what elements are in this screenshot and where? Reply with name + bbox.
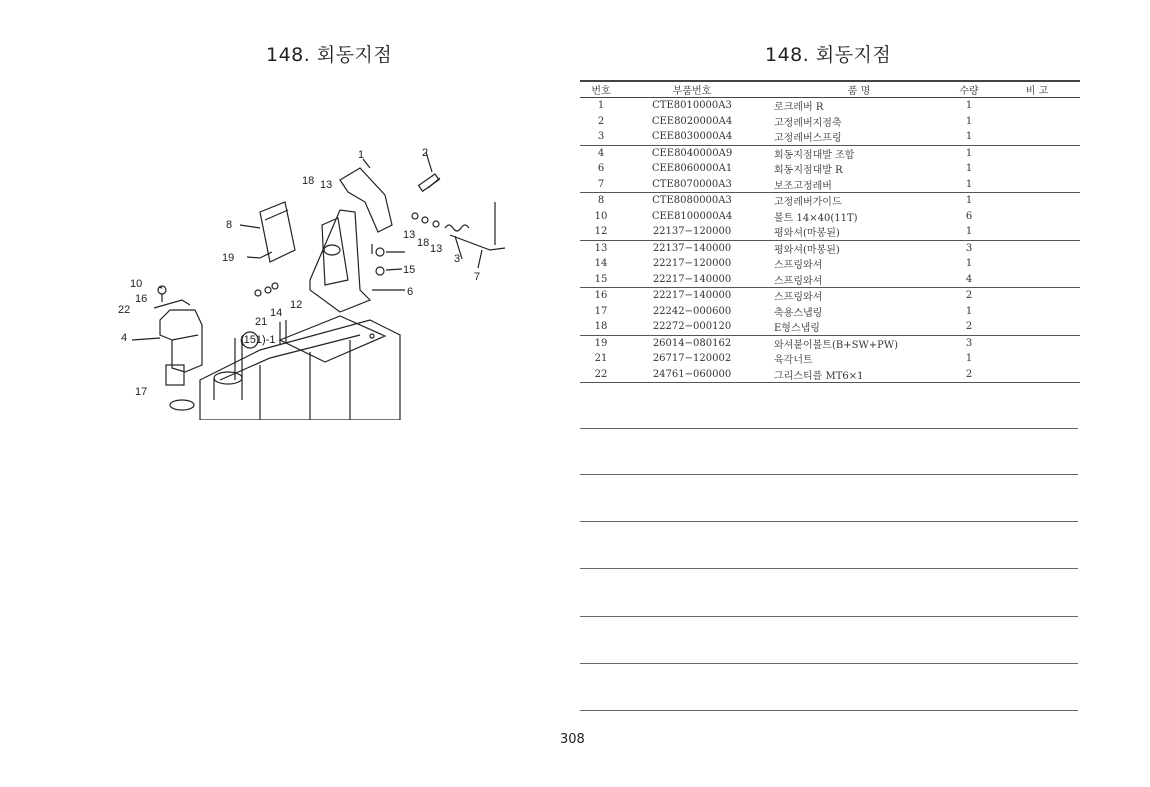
callout-18: 18 [417,237,430,249]
cell-part-no: 22137−120000 [652,226,732,238]
blank-line [580,616,1078,617]
cell-part-no: 22242−000600 [652,305,732,317]
cell-note [994,98,1080,114]
callout-6: 6 [407,286,414,298]
cell-part-no: 22217−140000 [622,288,762,304]
cell-no: 12 [594,226,608,238]
right-page-title: 148. 회동지점 [765,44,892,66]
blank-line [580,710,1078,711]
cell-part-no: CTE8080000A3 [622,193,762,209]
cell-qty: 3 [944,335,994,351]
cell-note [994,193,1080,209]
cell-note [994,272,1080,288]
blank-line [580,663,1078,664]
table-row [580,145,1080,161]
cell-qty: 6 [965,210,973,222]
table-row [580,335,1080,351]
cell-note [994,288,1080,304]
parts-list-table [580,80,1080,383]
callout-13: 13 [403,229,416,241]
table-row [580,367,1080,383]
cell-name: 평와셔(마봉된) [762,240,944,256]
cell-note [994,351,1080,367]
table-header-row [580,81,1080,98]
cell-part-no: 24761−060000 [622,367,762,383]
cell-part-no: 22137−140000 [622,240,762,256]
table-row [580,193,1080,209]
cell-note [994,209,1080,225]
cell-name: 와셔붙이볼트(B+SW+PW) [762,335,944,351]
cell-no: 15 [594,273,608,285]
cell-name: 축용스냅링 [774,307,823,319]
callout-8: 8 [226,219,233,231]
cell-note [994,319,1080,335]
exploded-parts-diagram [110,140,510,420]
cell-qty: 1 [965,100,973,112]
cell-qty: 1 [965,353,973,365]
cell-part-no: 22217−140000 [652,273,732,285]
cell-note [994,114,1080,130]
table-row [580,224,1080,240]
callout-13: 13 [320,179,333,191]
cell-part-no: 22217−120000 [652,258,732,270]
cell-no: 8 [580,193,622,209]
cell-no: 21 [594,353,608,365]
cell-part-no: CEE8060000A1 [651,163,733,175]
callout-7: 7 [474,271,481,283]
cell-part-no: CEE8030000A4 [651,131,733,143]
table-row [580,161,1080,177]
cell-note [994,177,1080,193]
cell-no: 7 [597,178,605,190]
callout-14: 14 [270,307,283,319]
callout-21: 21 [255,316,268,328]
callout-12: 12 [290,299,303,311]
cell-name: 스프링와셔 [774,275,823,287]
table-row [580,177,1080,193]
cell-note [994,256,1080,272]
page-number: 308 [560,732,585,747]
cell-qty: 1 [965,258,973,270]
blank-line [580,428,1078,429]
col-header-note: 비 고 [994,81,1080,98]
callout-1: 1 [358,149,365,161]
cell-note [994,304,1080,320]
cell-part-no: CTE8010000A3 [652,100,732,112]
cell-part-no: CEE8040000A9 [622,145,762,161]
callout-151-1: (151)-1 [240,334,276,346]
table-row [580,98,1080,114]
table-row [580,288,1080,304]
cell-no: 17 [594,305,608,317]
cell-qty: 3 [944,240,994,256]
cell-note [994,367,1080,383]
cell-qty: 1 [965,131,973,143]
callout-17: 17 [135,386,148,398]
cell-name: 회동지점대발 조합 [762,145,944,161]
cell-qty: 2 [965,321,973,333]
cell-qty: 2 [944,288,994,304]
cell-no: 22 [580,367,622,383]
cell-qty: 1 [944,193,994,209]
cell-no: 10 [594,210,608,222]
cell-no: 3 [597,131,605,143]
cell-name: E형스냅링 [774,323,820,335]
cell-note [994,224,1080,240]
cell-no: 6 [597,163,605,175]
cell-name: 회동지점대발 R [774,165,843,177]
cell-no: 16 [580,288,622,304]
cell-name: 그리스티플 MT6×1 [762,367,944,383]
cell-qty: 1 [965,305,973,317]
table-row [580,256,1080,272]
callout-3: 3 [454,253,461,265]
col-header-no: 번호 [580,81,622,98]
cell-note [994,161,1080,177]
cell-part-no: 26717−120002 [652,353,732,365]
table-row [580,209,1080,225]
cell-part-no: 22272−000120 [652,321,732,333]
table-row [580,304,1080,320]
cell-name: 고정레버가이드 [762,193,944,209]
cell-name: 평와셔(마봉된) [774,228,840,240]
cell-no: 2 [597,115,605,127]
left-page-title: 148. 회동지점 [266,44,393,66]
parts-table-body [580,98,1080,383]
cell-qty: 1 [965,178,973,190]
cell-name: 스프링와셔 [762,288,944,304]
blank-line [580,474,1078,475]
cell-name: 고정레버스프링 [774,133,842,145]
cell-note [994,129,1080,145]
cell-note [994,240,1080,256]
blank-line [580,521,1078,522]
col-header-qty: 수량 [944,81,994,98]
table-row [580,240,1080,256]
callout-16: 16 [135,293,148,305]
col-header-name: 품 명 [762,81,944,98]
cell-no: 19 [580,335,622,351]
cell-note [994,145,1080,161]
cell-name: 육각너트 [774,355,813,367]
callout-22: 22 [118,304,131,316]
cell-no: 14 [594,258,608,270]
table-row [580,272,1080,288]
blank-line [580,568,1078,569]
cell-part-no: CEE8020000A4 [651,115,733,127]
table-row [580,351,1080,367]
cell-name: 볼트 14×40(11T) [774,212,858,224]
cell-no: 13 [580,240,622,256]
cell-part-no: CTE8070000A3 [652,178,732,190]
cell-part-no: CEE8100000A4 [651,210,733,222]
callout-15: 15 [403,264,416,276]
cell-part-no: 26014−080162 [622,335,762,351]
callout-13: 13 [430,243,443,255]
cell-qty: 1 [965,163,973,175]
cell-name: 스프링와셔 [774,260,823,272]
cell-no: 4 [580,145,622,161]
table-row [580,129,1080,145]
table-row [580,319,1080,335]
cell-qty: 1 [965,226,973,238]
cell-qty: 4 [965,273,973,285]
cell-name: 고정레버지점축 [774,117,842,129]
cell-qty: 1 [944,145,994,161]
col-header-part-no: 부품번호 [622,81,762,98]
table-row [580,114,1080,130]
callout-10: 10 [130,278,143,290]
cell-name: 로크레버 R [774,102,824,114]
cell-qty: 2 [944,367,994,383]
callout-18: 18 [302,175,315,187]
callout-2: 2 [422,147,429,159]
callout-4: 4 [121,332,128,344]
callout-19: 19 [222,252,235,264]
cell-no: 1 [597,100,605,112]
cell-qty: 1 [965,115,973,127]
cell-note [994,335,1080,351]
cell-name: 보조고정레버 [774,180,832,192]
cell-no: 18 [594,321,608,333]
